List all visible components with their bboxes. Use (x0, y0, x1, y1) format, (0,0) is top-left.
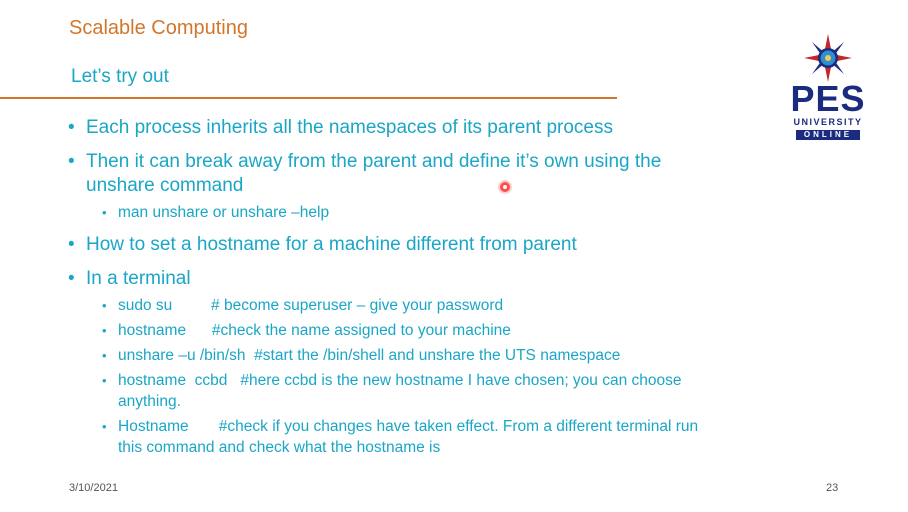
bullet-item (68, 150, 708, 223)
title-divider (0, 97, 617, 99)
sub-bullet-item: • sudo su # become superuser – give your password (102, 295, 708, 316)
page-number: 23 (826, 482, 839, 494)
bullet-text: In a terminal (86, 268, 191, 289)
logo-subtitle: UNIVERSITY (793, 117, 863, 127)
bullet-text: Then it can break away from the parent and define it’s own using the unshare command (86, 151, 662, 196)
pes-university-logo (790, 34, 866, 142)
laser-pointer-icon (500, 182, 510, 192)
sub-bullet-item: • man unshare or unshare –help (102, 202, 708, 223)
sub-bullet-list (86, 295, 708, 458)
bullet-list (68, 116, 708, 468)
course-title: Scalable Computing (69, 17, 248, 39)
sub-bullet-item: • unshare –u /bin/sh #start the /bin/shell and unshare the UTS namespace (102, 345, 708, 366)
sub-bullet-list (86, 202, 708, 223)
sub-bullet-item: • hostname ccbd #here ccbd is the new hostname I have chosen; you can choose anything. (102, 370, 708, 412)
bullet-item (68, 267, 708, 458)
bullet-item (68, 116, 708, 140)
sub-bullet-item: • Hostname #check if you changes have taken effect. From a different terminal run this command and check what the hostname is (102, 416, 708, 458)
logo-brand: PES (790, 78, 866, 119)
bullet-text: Each process inherits all the namespaces of its parent process (86, 117, 613, 138)
slide-title: Let’s try out (71, 66, 169, 87)
footer-date: 3/10/2021 (69, 482, 118, 494)
bullet-text: How to set a hostname for a machine different from parent (86, 234, 577, 255)
logo-tag: ONLINE (796, 130, 860, 140)
compass-emblem-icon (790, 34, 866, 84)
sub-bullet-item: • hostname #check the name assigned to your machine (102, 320, 708, 341)
bullet-item (68, 233, 708, 257)
